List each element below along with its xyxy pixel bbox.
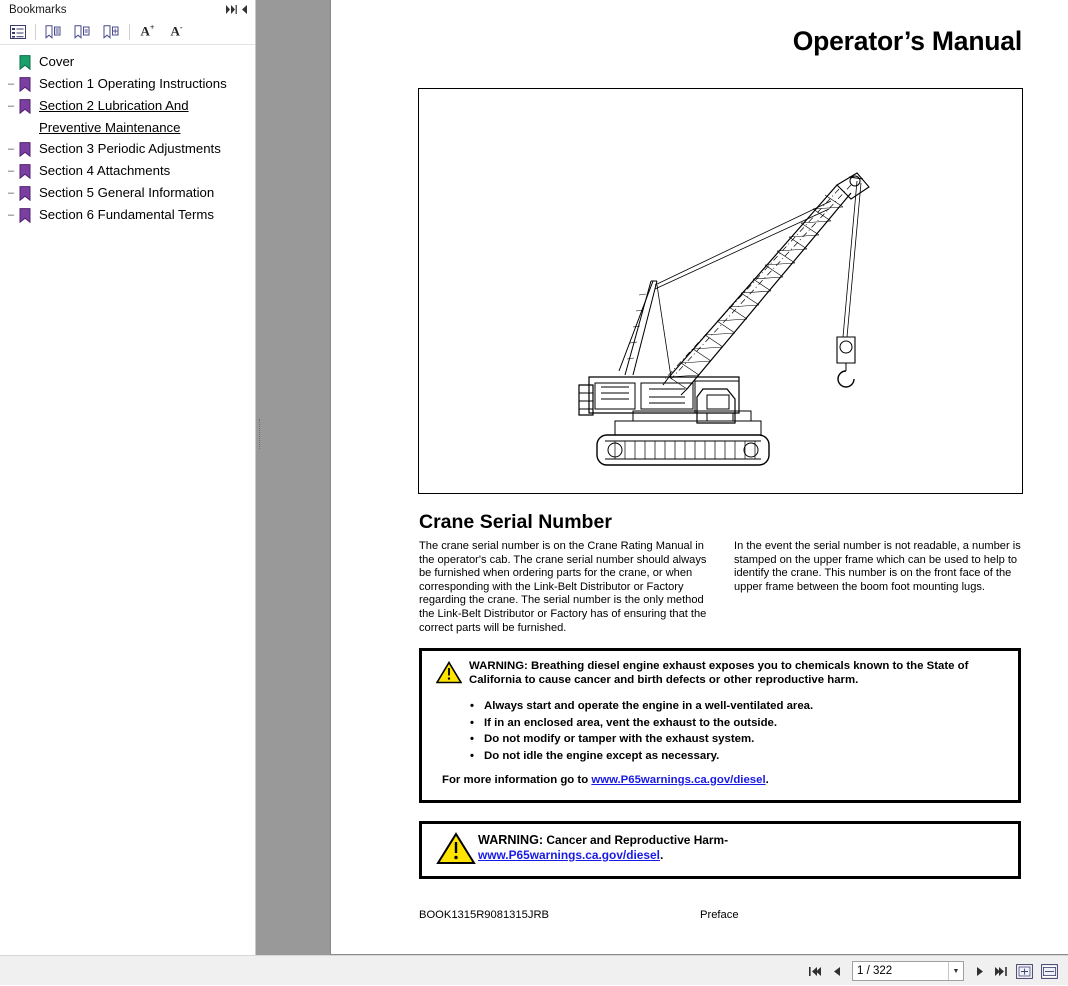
serial-number-paragraph-right: In the event the serial number is not readable, a number is stamped on the upper frame which can be used to help to identify the crane. This number is on the front face of the upper frame between the boom foot mounting lugs. bbox=[734, 540, 1021, 593]
fit-page-icon[interactable] bbox=[1013, 961, 1035, 981]
serial-number-paragraph-left: The crane serial number is on the Crane Rating Manual in the operator's cab. The crane serial number should always be furnished when ordering parts for the crane, or when corresponding with the Link-Belt Distributor or Factory regarding the crane. The serial number is the only method the Link-Belt Distributor or Factory has of ensuring that the correct parts will be furnished. bbox=[419, 540, 707, 634]
sidebar-title: Bookmarks bbox=[9, 3, 67, 16]
footer-section-name: Preface bbox=[700, 909, 739, 921]
sidebar-header bbox=[0, 0, 255, 19]
more-information-line bbox=[422, 764, 1018, 786]
collapse-all-bookmarks-icon[interactable] bbox=[69, 21, 96, 42]
panel-splitter[interactable] bbox=[256, 0, 263, 955]
new-bookmark-icon[interactable] bbox=[98, 21, 125, 42]
pdf-page bbox=[330, 0, 1068, 955]
bookmark-icon bbox=[18, 95, 34, 117]
warning-bullet: • Always start and operate the engine in a well-ventilated area. bbox=[484, 698, 1018, 715]
more-info-prefix: For more information go to bbox=[442, 774, 592, 786]
bookmark-label: Section 1 Operating Instructions bbox=[39, 76, 227, 91]
bookmark-item-section-5[interactable] bbox=[0, 182, 255, 204]
bookmark-icon bbox=[18, 73, 34, 95]
bookmark-tree bbox=[0, 45, 255, 226]
bookmark-item-section-4[interactable] bbox=[0, 160, 255, 182]
page-number-field[interactable] bbox=[852, 961, 964, 981]
splitter-grip bbox=[259, 419, 261, 449]
warning-bullet: • Do not idle the engine except as necessary. bbox=[484, 748, 1018, 765]
document-viewer bbox=[256, 0, 1068, 955]
page-title: Operator’s Manual bbox=[792, 26, 1022, 56]
warning-triangle-icon bbox=[436, 660, 466, 689]
toolbar-separator bbox=[129, 24, 130, 40]
collapse-panel-icon[interactable] bbox=[225, 3, 238, 17]
warning-bullet: • If in an enclosed area, vent the exhaust to the outside. bbox=[484, 715, 1018, 732]
bookmark-label: Section 4 Attachments bbox=[39, 163, 171, 178]
warning-suffix: . bbox=[659, 848, 664, 862]
expander-icon[interactable]: – bbox=[7, 209, 15, 221]
more-info-suffix: . bbox=[765, 774, 769, 786]
warning-triangle-icon bbox=[436, 831, 466, 871]
bookmark-label: Cover bbox=[39, 54, 75, 69]
bookmark-list-icon[interactable] bbox=[4, 21, 31, 42]
footer-book-number: BOOK1315R9081315JRB bbox=[419, 909, 549, 921]
bookmark-item-section-1[interactable] bbox=[0, 73, 255, 95]
bookmark-item-cover[interactable] bbox=[0, 51, 255, 73]
last-page-icon[interactable] bbox=[992, 961, 1010, 981]
first-page-icon[interactable] bbox=[806, 961, 824, 981]
section-heading: Crane Serial Number bbox=[419, 511, 612, 533]
warning-box-diesel-exhaust bbox=[419, 648, 1021, 803]
p65-warnings-link[interactable]: www.P65warnings.ca.gov/diesel bbox=[478, 848, 660, 862]
bookmark-label: Section 6 Fundamental Terms bbox=[39, 207, 214, 222]
warning-label: WARNING: bbox=[478, 833, 544, 847]
expander-icon[interactable]: – bbox=[7, 143, 15, 155]
bookmark-item-section-3[interactable] bbox=[0, 138, 255, 160]
decrease-text-size-icon[interactable]: A- bbox=[170, 23, 183, 39]
increase-text-size-icon[interactable]: A+ bbox=[140, 23, 155, 39]
toolbar-separator bbox=[35, 24, 36, 40]
bookmarks-toolbar bbox=[0, 19, 255, 45]
bookmark-icon bbox=[18, 182, 34, 204]
chevron-down-icon[interactable]: ▼ bbox=[948, 962, 963, 980]
fit-width-icon[interactable] bbox=[1038, 961, 1060, 981]
expander-icon[interactable]: – bbox=[7, 165, 15, 177]
close-panel-icon[interactable] bbox=[238, 3, 251, 17]
page-navigation-group bbox=[806, 956, 1060, 986]
warning-text bbox=[466, 660, 1004, 689]
page-number-input[interactable] bbox=[853, 965, 948, 977]
previous-page-icon[interactable] bbox=[827, 961, 845, 981]
bookmark-label: Section 3 Periodic Adjustments bbox=[39, 141, 221, 156]
expand-current-bookmark-icon[interactable] bbox=[40, 21, 67, 42]
warning-header-row bbox=[422, 824, 1018, 871]
bookmark-item-section-6[interactable] bbox=[0, 204, 255, 226]
warning-label: WARNING: bbox=[469, 660, 528, 672]
expander-icon[interactable]: – bbox=[7, 100, 15, 112]
bookmark-item-section-2[interactable] bbox=[0, 95, 255, 138]
bottom-toolbar bbox=[0, 955, 1068, 985]
expander-icon[interactable]: – bbox=[7, 187, 15, 199]
bookmark-label: Section 2 Lubrication And Preventive Maintenance bbox=[39, 98, 189, 135]
warning-box-p65 bbox=[419, 821, 1021, 879]
bookmark-icon bbox=[18, 138, 34, 160]
warning-body: Cancer and Reproductive Harm- bbox=[546, 833, 729, 847]
warning-bullet: • Do not modify or tamper with the exhaust system. bbox=[484, 731, 1018, 748]
p65-warnings-link[interactable]: www.P65warnings.ca.gov/diesel bbox=[591, 774, 766, 786]
warning-header-row bbox=[422, 651, 1018, 689]
crane-illustration bbox=[418, 88, 1023, 494]
bookmarks-sidebar bbox=[0, 0, 256, 955]
bookmark-icon bbox=[18, 160, 34, 182]
warning-text bbox=[466, 831, 728, 871]
warning-body: Breathing diesel engine exhaust exposes you to chemicals known to the State of California to cause cancer and birth defects or other reproductive harm. bbox=[469, 660, 969, 686]
bookmark-icon bbox=[18, 51, 34, 73]
next-page-icon[interactable] bbox=[971, 961, 989, 981]
bookmark-label: Section 5 General Information bbox=[39, 185, 215, 200]
bookmark-icon bbox=[18, 204, 34, 226]
expander-icon[interactable]: – bbox=[7, 78, 15, 90]
warning-bullet-list bbox=[422, 698, 1018, 764]
